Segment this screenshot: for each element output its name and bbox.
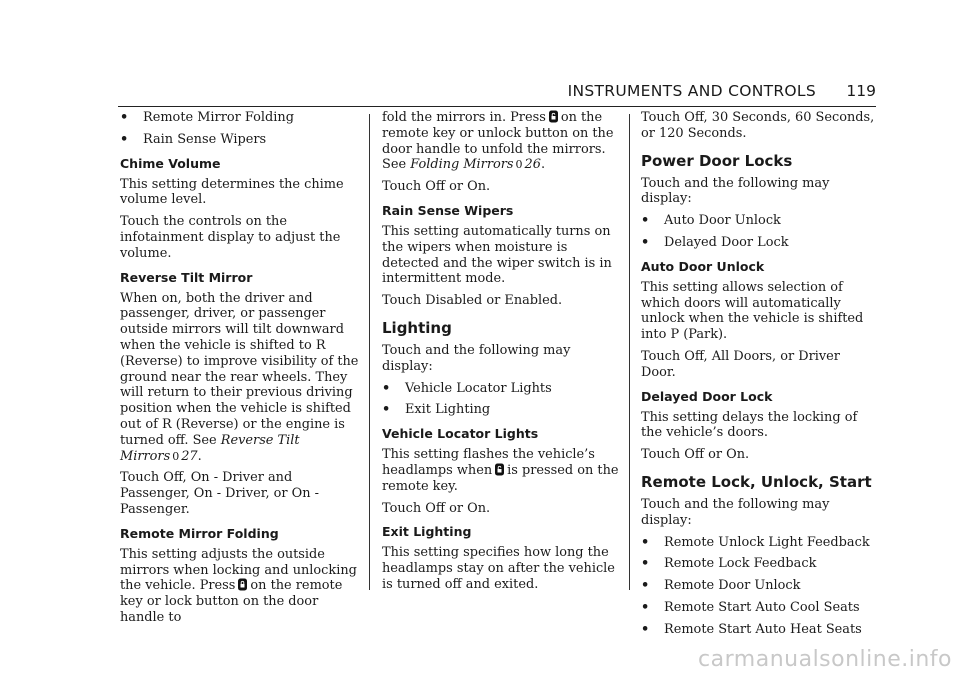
bullet-item: • Remote Mirror Folding: [120, 110, 294, 125]
paragraph: This setting delays the locking of the vehicle’s doors.: [641, 409, 858, 441]
column-1: [120, 110, 360, 632]
paragraph: Touch Off, On - Driver and Passenger, On - Driver, or On - Passenger.: [120, 470, 319, 517]
page-number: 119: [846, 82, 876, 100]
subheading-exit-lighting: Exit Lighting: [382, 524, 472, 540]
column-divider: [369, 114, 370, 590]
column-3: [641, 110, 877, 644]
bullet-item: • Delayed Door Lock: [641, 234, 789, 250]
bullet-item: • Rain Sense Wipers: [120, 131, 267, 147]
cross-reference-link[interactable]: Folding Mirrors: [410, 157, 514, 173]
bullet-item: • Remote Start Auto Heat Seats: [641, 621, 862, 637]
unlock-key-icon: [494, 463, 505, 476]
bullet-item: • Remote Start Auto Cool Seats: [641, 599, 860, 615]
subheading-delayed-door-lock: Delayed Door Lock: [641, 388, 773, 404]
paragraph: Touch and the following may display:: [382, 342, 571, 374]
subheading-rain-sense-wipers: Rain Sense Wipers: [382, 202, 514, 218]
bullet-item: • Auto Door Unlock: [641, 213, 781, 229]
heading-power-door-locks: Power Door Locks: [641, 151, 793, 170]
paragraph: This setting automatically turns on the wipers when moisture is detected and the wiper switch is in intermittent mode.: [382, 223, 612, 287]
subheading-chime-volume: Chime Volume: [120, 155, 221, 171]
watermark: carmanualsonline.info: [698, 647, 952, 672]
paragraph: Touch Off or On.: [382, 500, 491, 516]
paragraph: Touch and the following may display:: [641, 175, 830, 207]
paragraph: This setting specifies how long the headlamps stay on after the vehicle is turned off and exited.: [382, 545, 615, 592]
column-2: [382, 110, 622, 599]
heading-lighting: Lighting: [382, 318, 452, 337]
paragraph: Touch Off, All Doors, or Driver Door.: [641, 348, 840, 380]
bullet-item: • Remote Lock Feedback: [641, 556, 817, 572]
paragraph: Touch Off, 30 Seconds, 60 Seconds, or 120 Seconds.: [641, 110, 875, 141]
paragraph: This setting flashes the vehicle’s headlamps when is pressed on the remote key.: [382, 447, 619, 494]
paragraph: fold the mirrors in. Press on the remote key or unlock button on the door handle to unfold the mirrors. See Folding Mirrors 0 26.: [382, 110, 614, 173]
paragraph: Touch Disabled or Enabled.: [382, 293, 563, 309]
bullet-item: • Exit Lighting: [382, 402, 491, 418]
heading-remote-lock-unlock-start: Remote Lock, Unlock, Start: [641, 472, 872, 491]
paragraph: Touch Off or On.: [641, 447, 750, 463]
paragraph: This setting adjusts the outside mirrors when locking and unlocking the vehicle. Press on the remote key or lock button on the door handle to: [120, 546, 357, 625]
page-header: [118, 80, 876, 107]
subheading-reverse-tilt-mirror: Reverse Tilt Mirror: [120, 269, 253, 285]
subheading-vehicle-locator-lights: Vehicle Locator Lights: [382, 426, 539, 442]
bullet-item: • Remote Unlock Light Feedback: [641, 534, 870, 550]
paragraph: Touch the controls on the infotainment display to adjust the volume.: [120, 214, 341, 261]
paragraph: When on, both the driver and passenger, driver, or passenger outside mirrors will tilt downward when the vehicle is shifted to R (Reverse) to improve visibility of the ground near the rear wheels. They will return to their previous driving position when the vehicle is shifted out of R (Reverse) or the engine is turned off. See Reverse Tilt Mirrors 0 27.: [120, 290, 359, 464]
page-ref-icon: 0: [172, 449, 180, 463]
cross-reference-link[interactable]: Reverse Tilt Mirrors: [120, 432, 300, 464]
paragraph: Touch and the following may display:: [641, 496, 830, 528]
page-ref-icon: 0: [515, 158, 523, 172]
paragraph: Touch Off or On.: [382, 179, 491, 195]
subheading-remote-mirror-folding: Remote Mirror Folding: [120, 525, 279, 541]
subheading-auto-door-unlock: Auto Door Unlock: [641, 258, 765, 274]
paragraph: This setting allows selection of which doors will automatically unlock when the vehicle is shifted into P (Park).: [641, 279, 864, 343]
unlock-key-icon: [548, 110, 559, 123]
column-divider: [629, 114, 630, 590]
section-title: INSTRUMENTS AND CONTROLS: [567, 82, 816, 100]
bullet-item: • Remote Door Unlock: [641, 578, 801, 594]
paragraph: This setting determines the chime volume level.: [120, 176, 344, 208]
bullet-item: • Vehicle Locator Lights: [382, 380, 552, 396]
lock-key-icon: [237, 578, 248, 591]
